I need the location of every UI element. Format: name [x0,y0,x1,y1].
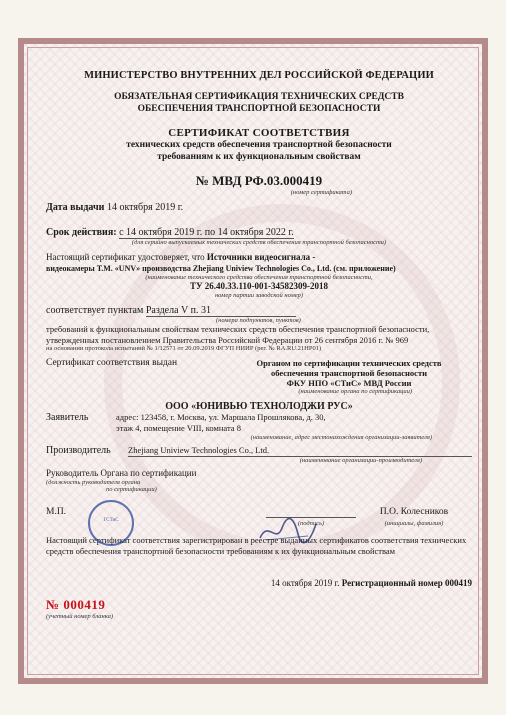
applicant-name: ООО «ЮНИВЬЮ ТЕХНОЛОДЖИ РУС» [165,401,353,412]
issued-by-line-1: Органом по сертификации технических средств [256,358,442,368]
registration-number: Регистрационный номер 000419 [341,578,472,588]
product-caption: (наименование технического средства обеспечения транспортной безопасности, [145,274,373,281]
form-number-block [46,597,472,620]
validity-value: с 14 октября 2019 г. по 14 октября 2022 г. [119,227,294,238]
head-caption-1: (должность руководителя органа [46,479,141,486]
complies-value: Раздела V п. 31 [146,305,296,317]
handwritten-signature-icon [258,516,318,546]
issued-by-organ [226,358,472,388]
issued-by-caption: (наименование органа по сертификации) [298,388,412,395]
signer-caption: (инициалы, фамилия) [384,520,444,527]
issue-date-row [46,202,472,213]
head-label: Руководитель Органа по сертификации [46,468,197,478]
validity-label: Срок действия: [46,227,117,238]
requirements-text: требований к функциональным свойствам технических средств обеспечения транспортной безопасности, утвержденных постановлением Правительства Российской Федерации от 26 сентября 2016 г. № 969 [46,324,430,345]
issue-date-value: 14 октября 2019 г. [106,202,184,213]
mp-label: М.П. [46,507,67,517]
certificate-frame [18,38,488,684]
protocol-text: на основании протокола испытаний № 1/12571 от 20.09.2019 ФГУП НИИР (рег. № RA.RU.21НР01) [46,345,322,352]
applicant-row [46,412,472,434]
product-part-2: видеокамеры Т.М. «UNV» производства Zhejiang Uniview Technologies Co., Ltd. (см. приложение) [46,264,396,273]
form-number: № 000419 [46,597,106,612]
tu-number: ТУ 26.40.33.110-001-34582309-2018 [189,281,329,291]
issued-by-line-2: обеспечения транспортной безопасности [270,368,428,378]
certificate-number: № МВД РФ.03.000419 [195,173,323,188]
form-caption: (учетный номер бланка) [46,613,114,620]
certificate-subtitle [46,139,472,163]
applicant-label: Заявитель [46,412,89,423]
complies-caption: (номера подпунктов, пунктов) [216,317,301,324]
ministry-heading: МИНИСТЕРСТВО ВНУТРЕННИХ ДЕЛ РОССИЙСКОЙ ФЕДЕРАЦИИ [84,70,434,81]
product-row [46,252,472,263]
head-caption-2: по сертификации) [106,486,157,493]
registration-row [46,578,472,589]
issue-date-label: Дата выдачи [46,202,105,213]
seal-text: ГСТиС [103,518,119,523]
complies-label: соответствует пунктам [46,305,144,316]
signer-name: П.О. Колесников [379,507,449,517]
maker-caption: (наименование организации-производителя) [299,457,422,464]
subtitle-line-2: ОБЕСПЕЧЕНИЯ ТРАНСПОРТНОЙ БЕЗОПАСНОСТИ [137,104,381,114]
maker-row [46,445,472,457]
applicant-address [116,412,472,434]
issued-by-label: Сертификат соответствия выдан [46,358,178,368]
certificate-subtitle-2: требованиям к их функциональным свойствам [157,152,361,162]
certify-text: Настоящий сертификат удостоверяет, что [46,252,205,262]
subtitle-line-1: ОБЯЗАТЕЛЬНАЯ СЕРТИФИКАЦИЯ ТЕХНИЧЕСКИХ СРЕДСТВ [114,92,404,102]
certificate-subtitle-1: технических средств обеспечения транспортной безопасности [126,140,392,150]
certificate-title: СЕРТИФИКАТ СООТВЕТСТВИЯ [168,127,350,139]
validity-row [46,227,472,239]
issued-by-row [46,358,472,388]
applicant-caption: (наименование, адрес местонахождения организации-заявителя) [250,434,432,441]
applicant-address-1: адрес: 123458, г. Москва, ул. Маршала Прошлякова, д. 30, [116,412,326,422]
complies-row [46,305,472,317]
maker-label: Производитель [46,445,111,456]
registry-text: Настоящий сертификат соответствия зарегистрирован в реестре выданных сертификатов соответствия технических средств обеспечения транспортной безопасности требованиям к их функциональным свойствам [46,535,467,556]
product-part-1: Источники видеосигнала - [206,252,316,262]
certification-subtitle [46,91,472,115]
applicant-address-2: этаж 4, помещение VIII, комната 8 [116,423,241,433]
maker-name: Zhejiang Uniview Technologies Co., Ltd. [128,445,472,457]
registration-date: 14 октября 2019 г. [270,578,340,588]
signature-caption: (подпись) [297,520,325,527]
validity-caption: (для серийно выпускаемых технических средств обеспечения транспортной безопасности) [131,239,387,246]
certificate-number-caption: (номер сертификата) [290,189,352,196]
issued-by-line-3: ФКУ НПО «СТиС» МВД России [286,378,412,388]
tu-caption: номер партии заводской номер) [214,292,304,299]
official-seal-icon [88,500,134,546]
